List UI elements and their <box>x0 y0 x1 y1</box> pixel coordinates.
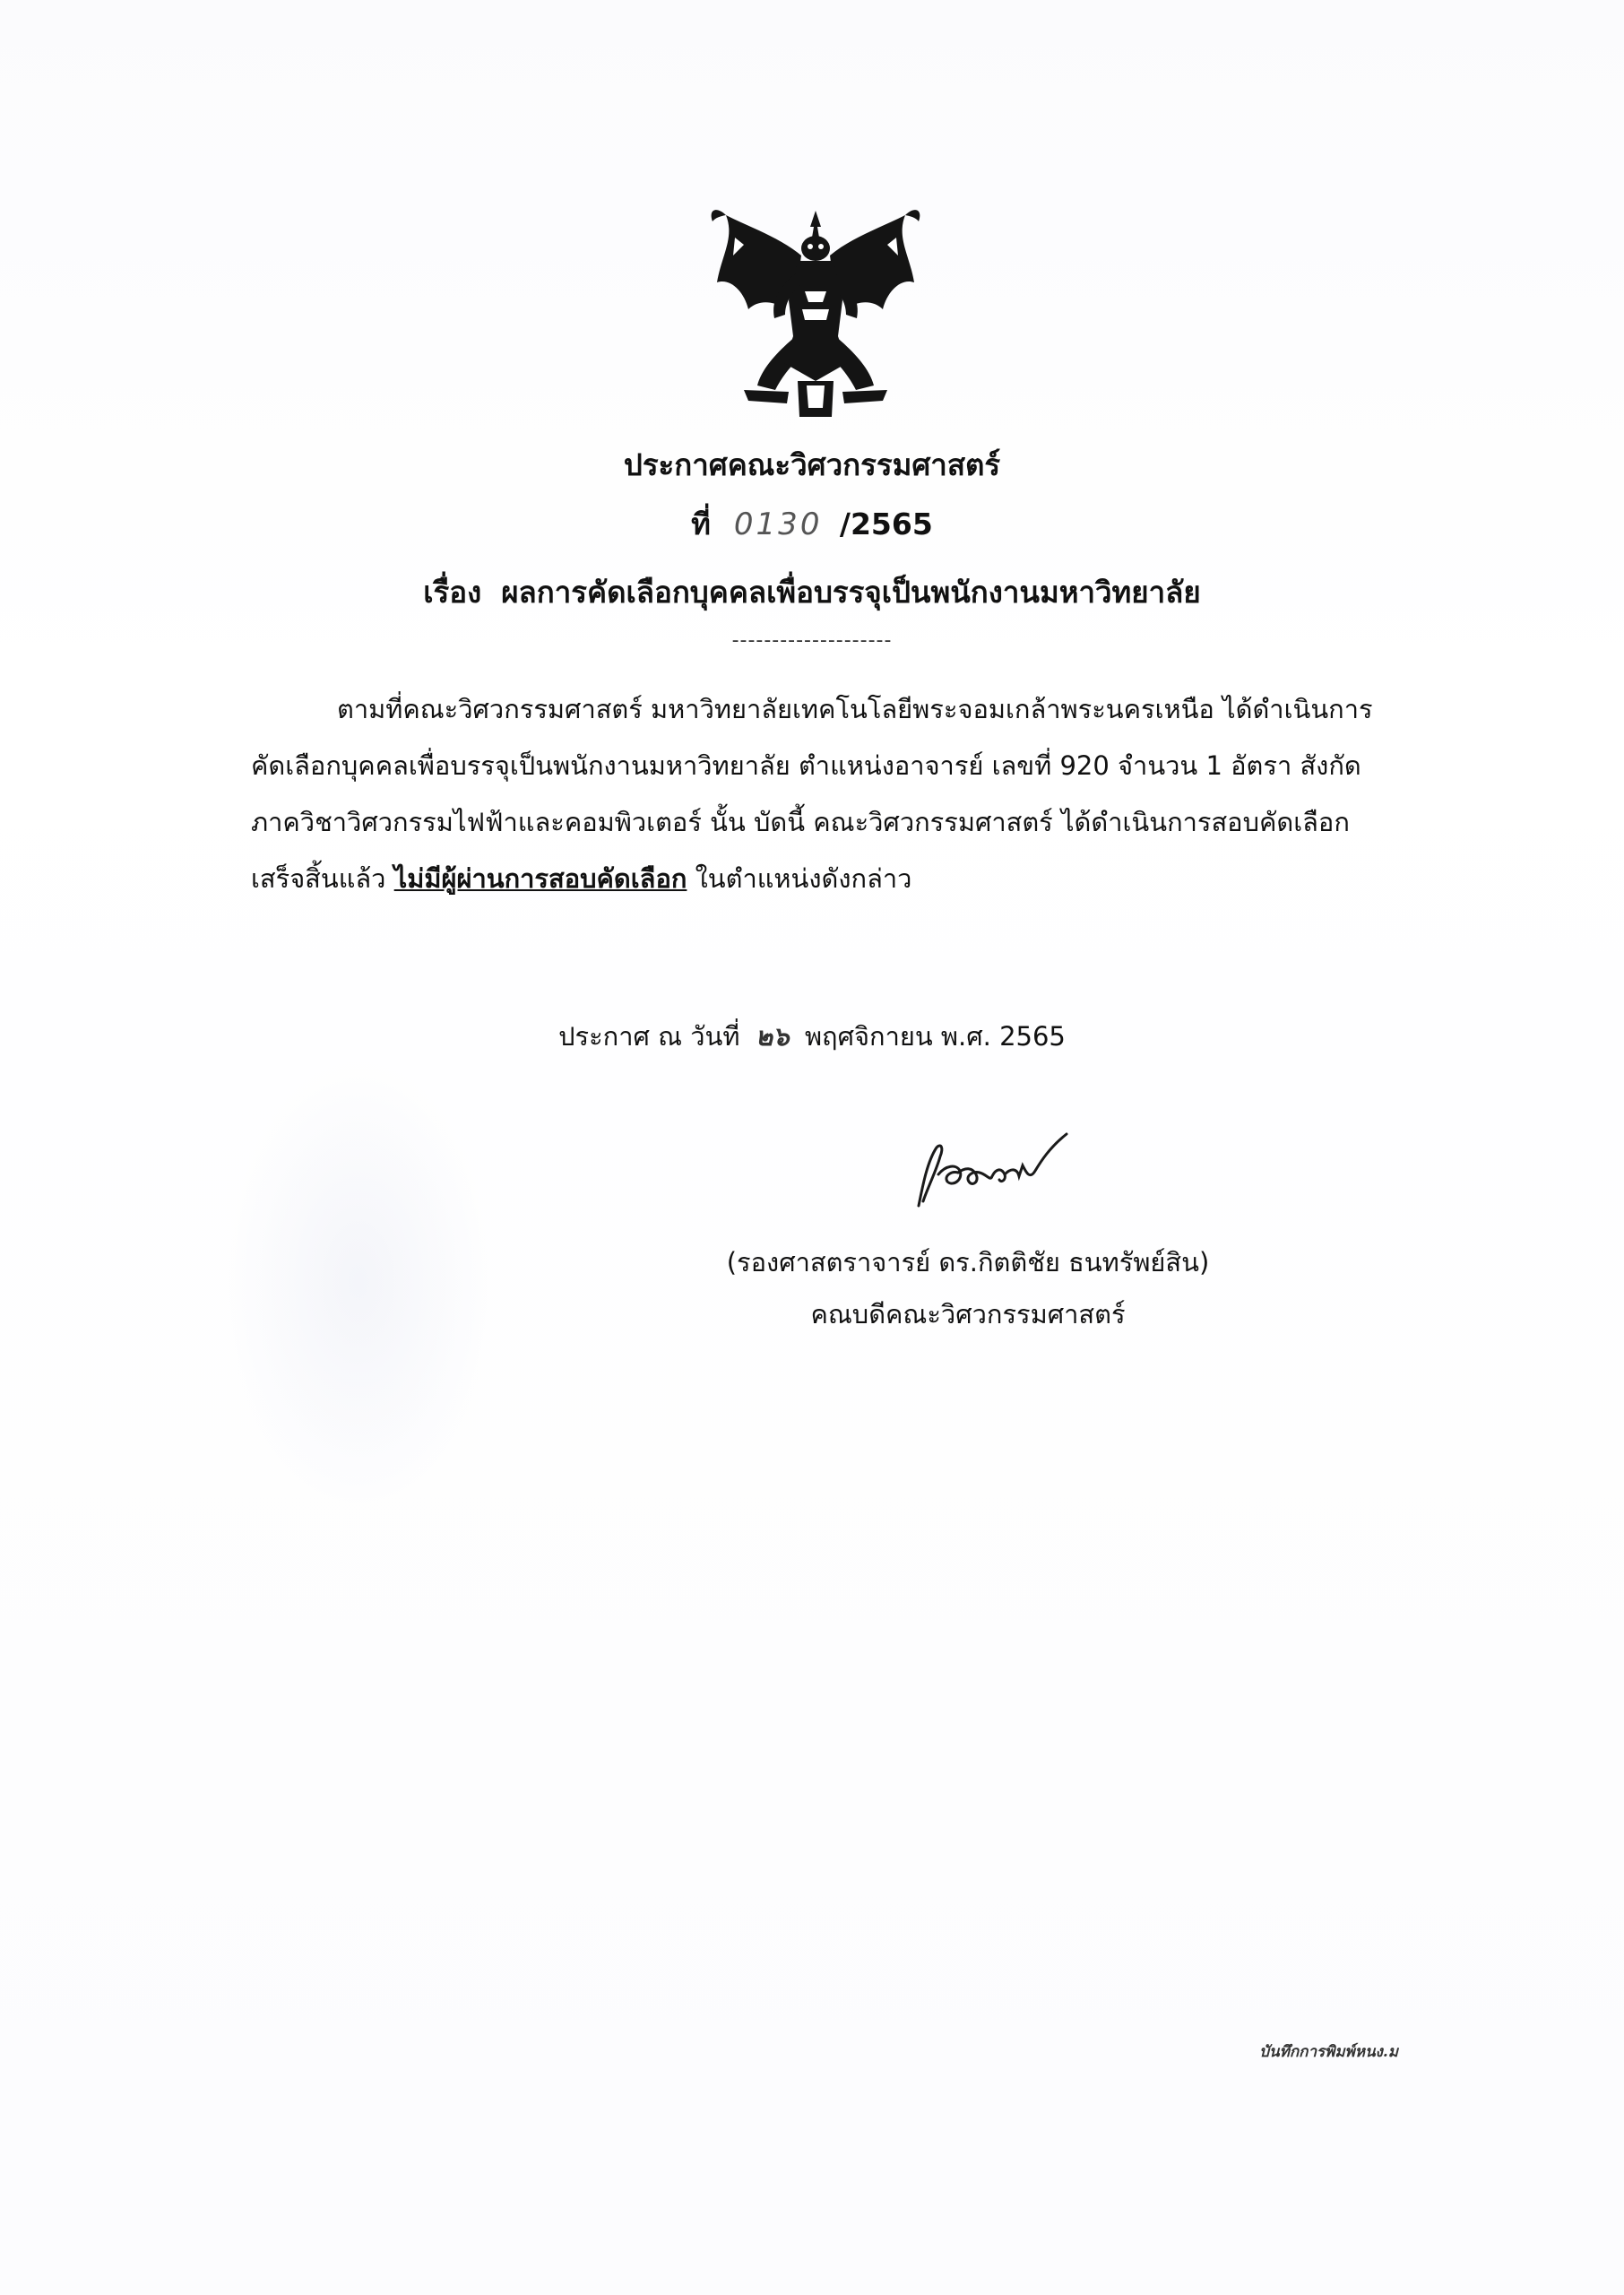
document-title: ประกาศคณะวิศวกรรมศาสตร์ <box>623 447 1001 482</box>
footer-note: บันทึกการพิมพ์หนง.ม <box>1259 2043 1398 2061</box>
body-paragraph <box>251 681 1389 907</box>
body-line-3: ภาควิชาวิศวกรรมไฟฟ้าและคอมพิวเตอร์ นั้น บัดนี้ คณะวิศวกรรมศาสตร์ ได้ดำเนินการสอบคัดเลือก <box>251 807 1350 837</box>
signer-title: คณบดีคณะวิศวกรรมศาสตร์ <box>810 1299 1126 1329</box>
number-suffix: /2565 <box>839 507 933 541</box>
subject-text: ผลการคัดเลือกบุคคลเพื่อบรรจุเป็นพนักงานมหาวิทยาลัย <box>501 575 1201 610</box>
date-suffix: พฤศจิกายน พ.ศ. 2565 <box>804 1021 1066 1052</box>
handwritten-day: ๒๖ <box>755 1021 790 1052</box>
body-line-4 <box>251 851 1389 907</box>
signer-name: (รองศาสตราจารย์ ดร.กิตติชัย ธนทรัพย์สิน) <box>726 1247 1210 1277</box>
divider: -------------------- <box>731 629 893 652</box>
result-emphasis: ไม่มีผู้ผ่านการสอบคัดเลือก <box>393 863 687 894</box>
signature-icon <box>901 1121 1080 1219</box>
paper-smudge <box>224 1058 493 1506</box>
subject-label: เรื่อง <box>423 575 482 610</box>
body-line-1: ตามที่คณะวิศวกรรมศาสตร์ มหาวิทยาลัยเทคโนโลยีพระจอมเกล้าพระนครเหนือ ได้ดำเนินการ <box>337 694 1373 724</box>
garuda-emblem-icon <box>708 202 923 421</box>
announcement-date <box>0 1016 1624 1057</box>
subject-line <box>0 568 1624 616</box>
body-line-2: คัดเลือกบุคคลเพื่อบรรจุเป็นพนักงานมหาวิทยาลัย ตำแหน่งอาจารย์ เลขที่ 920 จำนวน 1 อัตรา สังกัด <box>251 750 1361 781</box>
announcement-number <box>0 500 1624 548</box>
handwritten-number: 0130 <box>733 507 823 542</box>
date-prefix: ประกาศ ณ วันที่ <box>558 1021 740 1052</box>
body-line-4-suffix: ในตำแหน่งดังกล่าว <box>695 863 912 894</box>
number-label: ที่ <box>691 507 711 541</box>
body-line-4-prefix: เสร็จสิ้นแล้ว <box>251 863 386 894</box>
